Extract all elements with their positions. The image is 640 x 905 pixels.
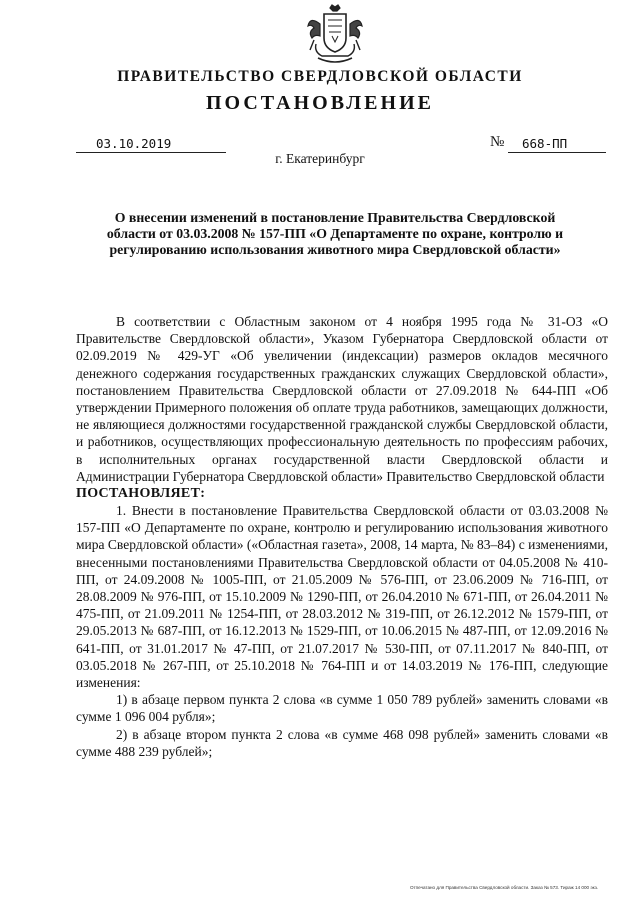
subitem-1-paragraph: 1) в абзаце первом пункта 2 слова «в сумме 1 050 789 рублей» заменить словами «в сумме 1 096 004 рубля»; bbox=[76, 692, 608, 725]
document-body bbox=[76, 313, 608, 760]
print-footer: Отпечатано для Правительства Свердловской области. Заказ № 573. Тираж 14 000 экз. bbox=[410, 885, 599, 890]
item-1-paragraph: 1. Внести в постановление Правительства Свердловской области от 03.03.2008 № 157-ПП «О Департаменте по охране, контролю и регулированию использования животного мира Свердловской области» («Областная газета», 2008, 14 марта, № 83–84) с изменениями, внесенными постановлениями Правительства Свердловской области от 04.05.2008 № 410-ПП, от 24.09.2008 № 1005-ПП, от 21.05.2009 № 576-ПП, от 23.06.2009 № 716-ПП, от 28.08.2009 № 976-ПП, от 15.10.2009 № 1290-ПП, от 26.04.2010 № 671-ПП, от 26.04.2011 № 475-ПП, от 21.09.2011 № 1254-ПП, от 28.03.2012 № 319-ПП, от 26.12.2012 № 1579-ПП, от 29.05.2013 № 687-ПП, от 16.12.2013 № 1529-ПП, от 10.06.2015 № 487-ПП, от 12.09.2016 № 641-ПП, от 31.01.2017 № 47-ПП, от 21.07.2017 № 530-ПП, от 07.11.2017 № 840-ПП, от 03.05.2018 № 267-ПП, от 25.10.2018 № 764-ПП и от 14.03.2019 № 176-ПП, следующие изменения: bbox=[76, 503, 608, 691]
preamble-paragraph: В соответствии с Областным законом от 4 ноября 1995 года № 31-ОЗ «О Правительстве Свердловской области», Указом Губернатора Свердловской области от 02.09.2019 № 429-УГ «Об увеличении (индексации) размеров окладов месячного денежного содержания государственных гражданских служащих Свердловской области», постановлением Правительства Свердловской области от 27.09.2018 № 644-ПП «Об утверждении Примерного положения об оплате труда работников, замещающих должности, не являющиеся должностями государственной гражданской службы Свердловской области, и работников, осуществляющих профессиональную деятельность по профессиям рабочих, в исполнительных органах государственной власти Свердловской области и Администрации Губернатора Свердловской области» Правительство Свердловской области bbox=[76, 314, 608, 484]
government-title: ПРАВИТЕЛЬСТВО СВЕРДЛОВСКОЙ ОБЛАСТИ bbox=[117, 68, 523, 85]
document-date: 03.10.2019 bbox=[76, 136, 226, 153]
number-sign: № bbox=[490, 134, 505, 150]
resolves-label: ПОСТАНОВЛЯЕТ: bbox=[76, 486, 206, 502]
coat-of-arms-emblem bbox=[302, 4, 368, 66]
document-type: ПОСТАНОВЛЕНИЕ bbox=[206, 92, 434, 114]
document-number: 668-ПП bbox=[508, 136, 606, 153]
subitem-2-paragraph: 2) в абзаце втором пункта 2 слова «в сумме 468 098 рублей» заменить словами «в сумме 488 239 рублей»; bbox=[76, 726, 608, 759]
city: г. Екатеринбург bbox=[275, 151, 365, 166]
document-heading: О внесении изменений в постановление Правительства Свердловской области от 03.03.2008 № 157-ПП «О Департаменте по охране, контролю и регулированию использования животного мира Свердловской области» bbox=[106, 210, 564, 257]
